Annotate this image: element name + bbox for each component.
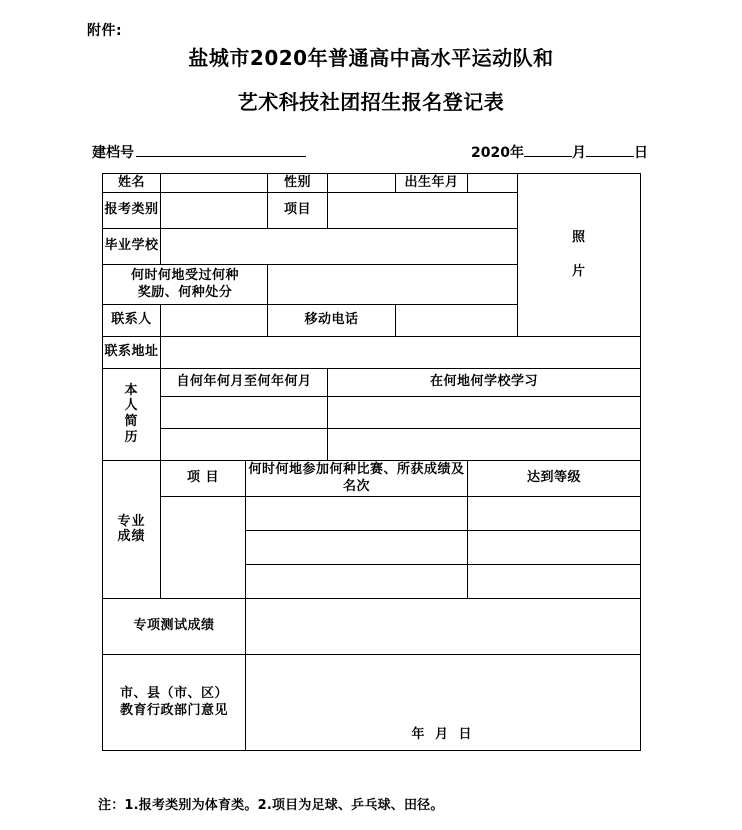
- archive-date-group: [471, 142, 648, 162]
- major-row-0-level[interactable]: [468, 496, 641, 530]
- archive-date-day-label: 日: [634, 145, 648, 161]
- opinion-label-line-1: 市、县（市、区）: [119, 685, 228, 701]
- title-block: [0, 48, 742, 112]
- award-label-line-2: 奖励、何种处分: [137, 285, 233, 301]
- major-detail-header: 何时何地参加何种比赛、所获成绩及名次: [246, 460, 468, 496]
- gender-label: 性别: [268, 174, 328, 193]
- contact-person-label: 联系人: [103, 304, 161, 336]
- award-label: [103, 264, 268, 304]
- major-side-char-1: 成绩: [117, 529, 146, 545]
- major-level-header: 达到等级: [468, 460, 641, 496]
- resume-side-char-0: 本: [124, 382, 139, 398]
- table-row-basic-info: [103, 174, 641, 193]
- attachment-label: 附件:: [87, 23, 123, 39]
- special-test-label: 专项测试成绩: [103, 598, 246, 654]
- resume-col2-header: 在何地何学校学习: [328, 368, 641, 396]
- opinion-label-line-2: 教育行政部门意见: [119, 703, 228, 719]
- mobile-phone-label: 移动电话: [268, 304, 396, 336]
- major-row-0-detail[interactable]: [246, 496, 468, 530]
- table-row-major-header: [103, 460, 641, 496]
- special-test-value-cell[interactable]: [246, 598, 641, 654]
- archive-date-month-label: 月: [572, 145, 586, 161]
- project-value-cell[interactable]: [328, 192, 518, 228]
- name-value-cell[interactable]: [161, 174, 268, 193]
- archive-date-day-blank[interactable]: [586, 143, 634, 157]
- table-row-resume-2: [103, 428, 641, 460]
- gender-value-cell[interactable]: [328, 174, 396, 193]
- photo-cell[interactable]: [518, 174, 641, 337]
- opinion-value-cell[interactable]: [246, 654, 641, 750]
- project-label: 项目: [268, 192, 328, 228]
- apply-category-label: 报考类别: [103, 192, 161, 228]
- award-value-cell[interactable]: [268, 264, 518, 304]
- photo-label-char-1: 照: [571, 230, 586, 246]
- table-row-resume-header: [103, 368, 641, 396]
- major-row-2-level[interactable]: [468, 564, 641, 598]
- table-row-address: [103, 336, 641, 368]
- resume-row-1-col2[interactable]: [328, 428, 641, 460]
- archive-date-month-blank[interactable]: [524, 143, 572, 157]
- table-row-opinion: [103, 654, 641, 750]
- contact-person-value-cell[interactable]: [161, 304, 268, 336]
- archive-number-group: [92, 142, 306, 162]
- resume-col1-header: 自何年何月至何年何月: [161, 368, 328, 396]
- graduate-school-label: 毕业学校: [103, 228, 161, 264]
- opinion-signature-date: 年 月 日: [411, 727, 475, 743]
- registration-form-table: [102, 173, 641, 751]
- archive-row: [92, 142, 648, 164]
- major-row-2-detail[interactable]: [246, 564, 468, 598]
- resume-row-0-col1[interactable]: [161, 396, 328, 428]
- page-title-line-2: 艺术科技社团招生报名登记表: [237, 90, 505, 114]
- opinion-label: [103, 654, 246, 750]
- resume-side-char-2: 简: [124, 414, 139, 430]
- resume-side-char-1: 人: [124, 398, 139, 414]
- graduate-school-value-cell[interactable]: [161, 228, 518, 264]
- major-results-side-label-stack: [103, 514, 160, 545]
- major-results-side-label: [103, 460, 161, 598]
- table-row-major-1: [103, 496, 641, 530]
- major-project-header: 项 目: [161, 460, 246, 496]
- birth-label: 出生年月: [396, 174, 468, 193]
- archive-number-label: 建档号: [92, 145, 134, 161]
- contact-address-value-cell[interactable]: [161, 336, 641, 368]
- archive-date-year: 2020年: [471, 145, 524, 161]
- major-row-1-detail[interactable]: [246, 530, 468, 564]
- name-label: 姓名: [103, 174, 161, 193]
- table-row-resume-1: [103, 396, 641, 428]
- resume-row-0-col2[interactable]: [328, 396, 641, 428]
- table-row-special-test: [103, 598, 641, 654]
- page-title-line-1: 盐城市2020年普通高中高水平运动队和: [188, 46, 554, 70]
- major-row-1-level[interactable]: [468, 530, 641, 564]
- major-project-value-cell[interactable]: [161, 496, 246, 598]
- footnote: 注：1.报考类别为体育类。2.项目为足球、乒乓球、田径。: [98, 798, 444, 813]
- archive-number-blank-line[interactable]: [136, 143, 306, 157]
- resume-side-label: [103, 368, 161, 460]
- photo-label-char-2: 片: [571, 263, 586, 279]
- resume-row-1-col1[interactable]: [161, 428, 328, 460]
- contact-address-label: 联系地址: [103, 336, 161, 368]
- apply-category-value-cell[interactable]: [161, 192, 268, 228]
- birth-value-cell[interactable]: [468, 174, 518, 193]
- award-label-line-1: 何时何地受过何种: [130, 267, 239, 283]
- mobile-phone-value-cell[interactable]: [396, 304, 518, 336]
- major-side-char-0: 专业: [117, 513, 146, 529]
- resume-side-char-3: 历: [124, 429, 139, 445]
- resume-side-label-stack: [103, 383, 160, 445]
